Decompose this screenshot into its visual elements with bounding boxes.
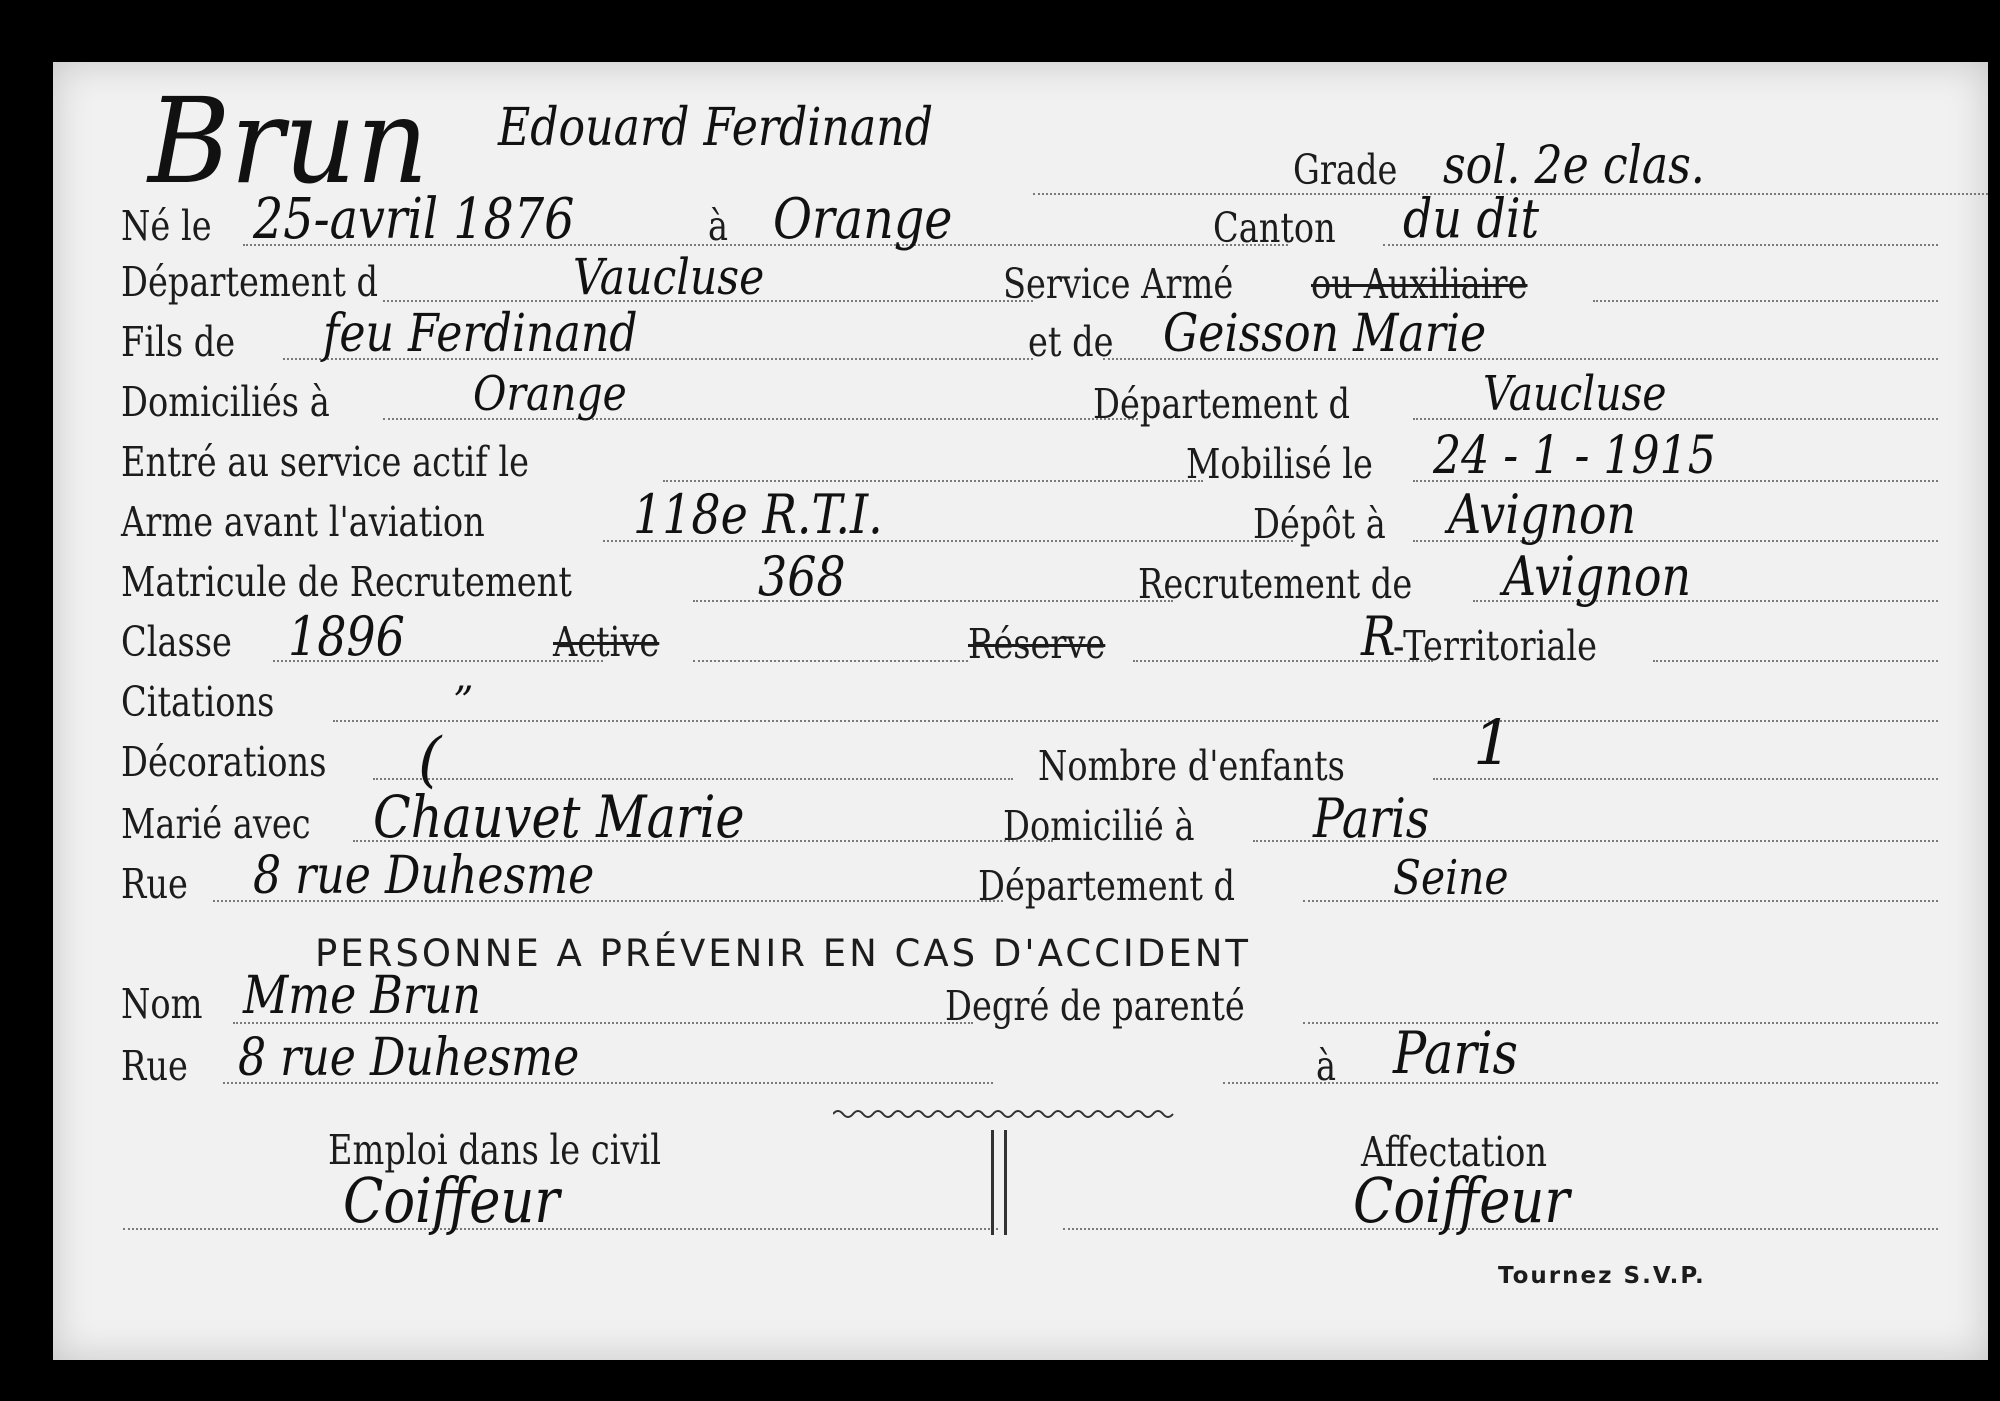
label-recrutement: Recrutement de [1138,560,1413,608]
label-territoriale: -Territoriale [1393,622,1598,670]
label-degre: Degré de parenté [945,982,1245,1030]
surname: Brun [148,72,429,210]
label-departement-2: Département d [1093,380,1351,428]
dotted-line [123,1228,998,1230]
label-affectation: Affectation [1361,1128,1548,1176]
label-decorations: Décorations [121,738,327,786]
value-birth-date: 25-avril 1876 [253,187,575,252]
label-ne-le: Né le [121,202,212,250]
value-grade: sol. 2e clas. [1443,136,1705,196]
dotted-line [373,778,1013,780]
label-entre: Entré au service actif le [121,438,530,486]
label-rue-2: Rue [121,1042,188,1090]
dotted-line [1653,660,1938,662]
label-emploi: Emploi dans le civil [328,1126,661,1174]
label-classe: Classe [121,618,232,666]
wavy-separator [833,1104,1233,1124]
vertical-rule [991,1130,994,1235]
section-heading: PERSONNE A PRÉVENIR EN CAS D'ACCIDENT [315,932,1251,975]
value-rue: 8 rue Duhesme [253,846,595,906]
value-classe: 1896 [288,605,405,668]
value-enfants: 1 [1473,706,1513,779]
value-affectation: Coiffeur [1353,1164,1570,1237]
label-nom: Nom [121,980,203,1028]
label-citations: Citations [121,678,275,726]
value-father: feu Ferdinand [323,304,638,364]
label-mobilise: Mobilisé le [1186,440,1373,488]
label-depot: Dépôt à [1253,500,1386,548]
label-domicilie: Domicilié à [1003,802,1195,850]
label-et-de: et de [1028,318,1114,366]
given-names: Edouard Ferdinand [498,98,934,158]
vertical-rule [1004,1130,1007,1235]
dotted-line [663,480,1203,482]
label-arme: Arme avant l'aviation [121,498,485,546]
label-canton: Canton [1213,204,1336,252]
tournez-svp: Tournez S.V.P. [1498,1263,1706,1289]
value-canton: du dit [1403,187,1540,250]
registration-card [53,62,1988,1360]
value-decorations-mark: ( [418,725,442,795]
value-contact-name: Mme Brun [243,966,481,1026]
label-rue: Rue [121,860,188,908]
label-marie: Marié avec [121,800,311,848]
label-service: Service Armé [1003,260,1234,308]
label-fils-de: Fils de [121,318,236,366]
label-active: Active [553,618,660,666]
value-emploi: Coiffeur [343,1164,560,1237]
value-depot: Avignon [1448,483,1637,546]
dotted-line [1593,300,1938,302]
label-grade: Grade [1293,146,1398,194]
value-birth-place: Orange [773,187,953,252]
value-recrutement: Avignon [1503,545,1692,608]
label-a: à [708,202,729,250]
value-arme: 118e R.T.I. [633,483,883,546]
label-ou-auxiliaire: ou Auxiliaire [1311,260,1528,308]
label-a-2: à [1316,1042,1337,1090]
label-reserve: Réserve [968,620,1106,668]
label-domicilies: Domiciliés à [121,378,330,426]
label-departement: Département d [121,258,379,306]
label-matricule: Matricule de Recrutement [121,558,572,606]
label-enfants: Nombre d'enfants [1038,742,1345,790]
value-epouse-domicile: Paris [1313,787,1430,850]
value-departement: Vaucluse [573,248,765,306]
value-classe-mark: R [1361,605,1396,668]
dotted-line [693,660,968,662]
value-domicile-departement: Vaucluse [1483,366,1667,422]
dotted-line [333,720,1938,722]
value-rue-departement: Seine [1393,850,1509,906]
value-matricule: 368 [758,545,846,608]
value-domicile: Orange [473,366,627,422]
value-citations: ” [453,679,474,725]
value-contact-rue: 8 rue Duhesme [238,1028,580,1088]
label-departement-3: Département d [978,862,1236,910]
value-mother: Geisson Marie [1163,304,1487,364]
value-epouse: Chauvet Marie [373,783,745,851]
value-contact-ville: Paris [1393,1019,1518,1087]
value-mobilise-date: 24 - 1 - 1915 [1433,426,1716,486]
